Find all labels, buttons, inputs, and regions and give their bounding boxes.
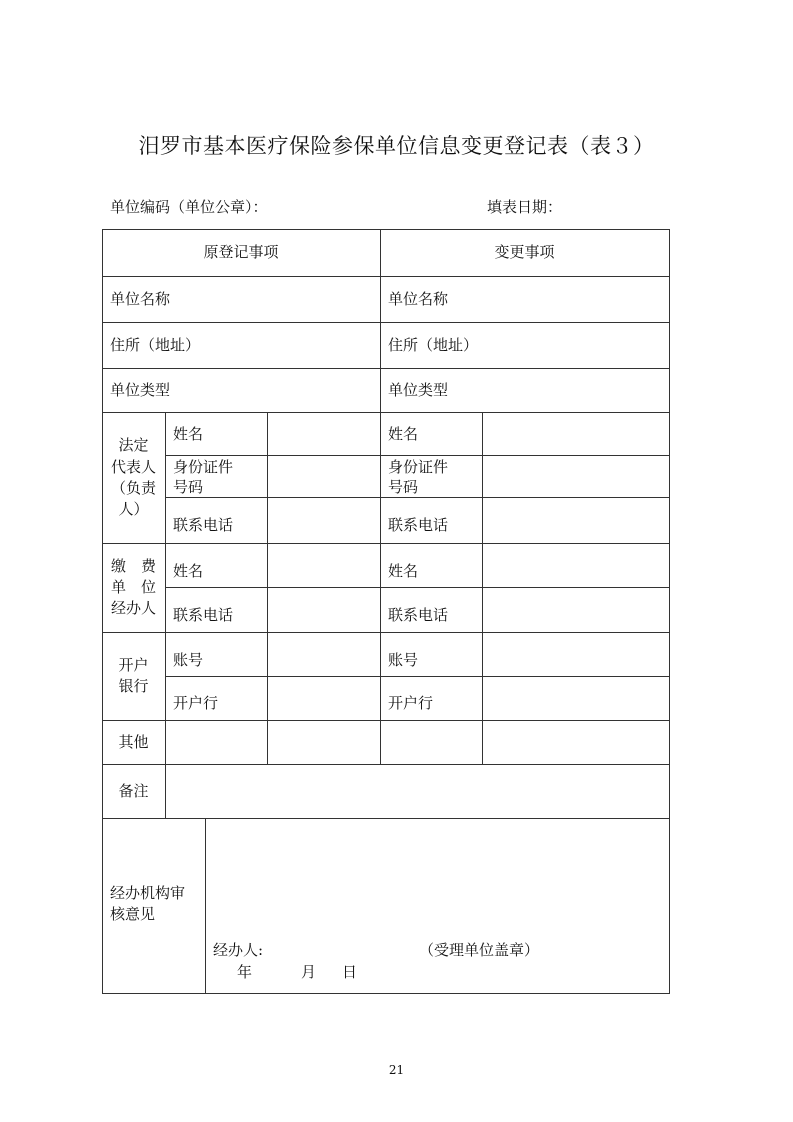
review-opinion-field[interactable] (206, 819, 668, 929)
address-original-field[interactable] (210, 324, 375, 366)
payment-agent-name-original-field[interactable] (268, 544, 379, 586)
form-title: 汨罗市基本医疗保险参保单位信息变更登记表（表３） (138, 134, 655, 158)
remarks-field[interactable] (166, 765, 668, 817)
legal-rep-name-original-field[interactable] (268, 413, 379, 454)
bank-branch-label: 开户行 (173, 694, 219, 712)
table-border-top (102, 229, 669, 230)
other-changed-value-field[interactable] (483, 721, 668, 763)
date-year-label: 年 (237, 963, 253, 981)
payment-agent-group-label-line1: 缴 费 (110, 557, 156, 575)
legal-rep-group-label-line3: （负责 (110, 479, 156, 497)
legal-rep-id-label-changed-line1: 身份证件 (388, 458, 449, 476)
remarks-label: 备注 (118, 782, 149, 800)
row-divider (102, 322, 669, 323)
legal-rep-group-label-line4: 人） (118, 500, 149, 518)
legal-rep-group-label-line1: 法定 (118, 436, 149, 454)
unit-name-original-field[interactable] (200, 278, 375, 320)
unit-type-original-field[interactable] (200, 370, 375, 410)
account-number-label: 账号 (173, 651, 204, 669)
legal-rep-phone-label: 联系电话 (173, 516, 234, 534)
payment-agent-phone-changed-field[interactable] (483, 588, 668, 631)
legal-rep-id-label-changed-line2: 号码 (388, 478, 419, 496)
legal-rep-id-label-line2: 号码 (173, 478, 204, 496)
unit-type-changed-field[interactable] (460, 370, 665, 410)
stamp-label: （受理单位盖章） (419, 941, 540, 959)
bank-branch-label-changed: 开户行 (388, 694, 434, 712)
other-original-value-field[interactable] (268, 721, 379, 763)
payment-agent-phone-original-field[interactable] (268, 588, 379, 631)
legal-rep-name-changed-field[interactable] (483, 413, 668, 454)
handler-label: 经办人: (213, 941, 264, 959)
address-changed-field[interactable] (490, 324, 665, 366)
payment-agent-phone-label-changed: 联系电话 (388, 606, 449, 624)
payment-agent-name-changed-field[interactable] (483, 544, 668, 586)
legal-rep-phone-original-field[interactable] (268, 498, 379, 542)
payment-agent-phone-label: 联系电话 (173, 606, 234, 624)
other-changed-label-field[interactable] (381, 721, 481, 763)
unit-type-label-changed: 单位类型 (388, 381, 449, 399)
unit-code-label: 单位编码（单位公章）： (110, 198, 268, 216)
legal-rep-phone-changed-field[interactable] (483, 498, 668, 542)
date-day-label: 日 (342, 963, 358, 981)
legal-rep-id-original-field[interactable] (268, 456, 379, 496)
header-original-items: 原登记事项 (203, 243, 279, 261)
review-label-line2: 核意见 (110, 905, 156, 923)
account-number-changed-field[interactable] (483, 633, 668, 675)
page-number: 21 (388, 1063, 405, 1077)
other-original-label-field[interactable] (166, 721, 266, 763)
payment-agent-name-label: 姓名 (173, 562, 204, 580)
payment-agent-name-label-changed: 姓名 (388, 562, 419, 580)
payment-agent-group-label-line3: 经办人 (110, 599, 156, 617)
bank-branch-original-field[interactable] (268, 677, 379, 719)
fill-date-label: 填表日期： (487, 198, 563, 216)
bank-branch-changed-field[interactable] (483, 677, 668, 719)
account-number-label-changed: 账号 (388, 651, 419, 669)
header-changed-items: 变更事项 (494, 243, 555, 261)
unit-type-label: 单位类型 (110, 381, 171, 399)
legal-rep-group-label-line2: 代表人 (110, 458, 156, 476)
address-label: 住所（地址） (110, 336, 201, 354)
account-number-original-field[interactable] (268, 633, 379, 675)
date-month-label: 月 (301, 963, 317, 981)
other-label: 其他 (118, 733, 149, 751)
unit-name-label: 单位名称 (110, 290, 171, 308)
legal-rep-name-label-changed: 姓名 (388, 425, 419, 443)
legal-rep-id-label-line1: 身份证件 (173, 458, 234, 476)
column-divider-middle (380, 229, 381, 764)
bank-group-label-line2: 银行 (118, 677, 149, 695)
bank-group-label-line1: 开户 (118, 656, 149, 674)
table-border-right (669, 229, 670, 994)
legal-rep-id-changed-field[interactable] (483, 456, 668, 496)
legal-rep-phone-label-changed: 联系电话 (388, 516, 449, 534)
table-border-bottom (102, 993, 669, 994)
payment-agent-group-label-line2: 单 位 (110, 578, 156, 596)
address-label-changed: 住所（地址） (388, 336, 479, 354)
unit-name-label-changed: 单位名称 (388, 290, 449, 308)
review-label-line1: 经办机构审 (110, 884, 186, 902)
row-divider (102, 276, 669, 277)
unit-name-changed-field[interactable] (460, 278, 665, 320)
legal-rep-name-label: 姓名 (173, 425, 204, 443)
row-divider (102, 368, 669, 369)
